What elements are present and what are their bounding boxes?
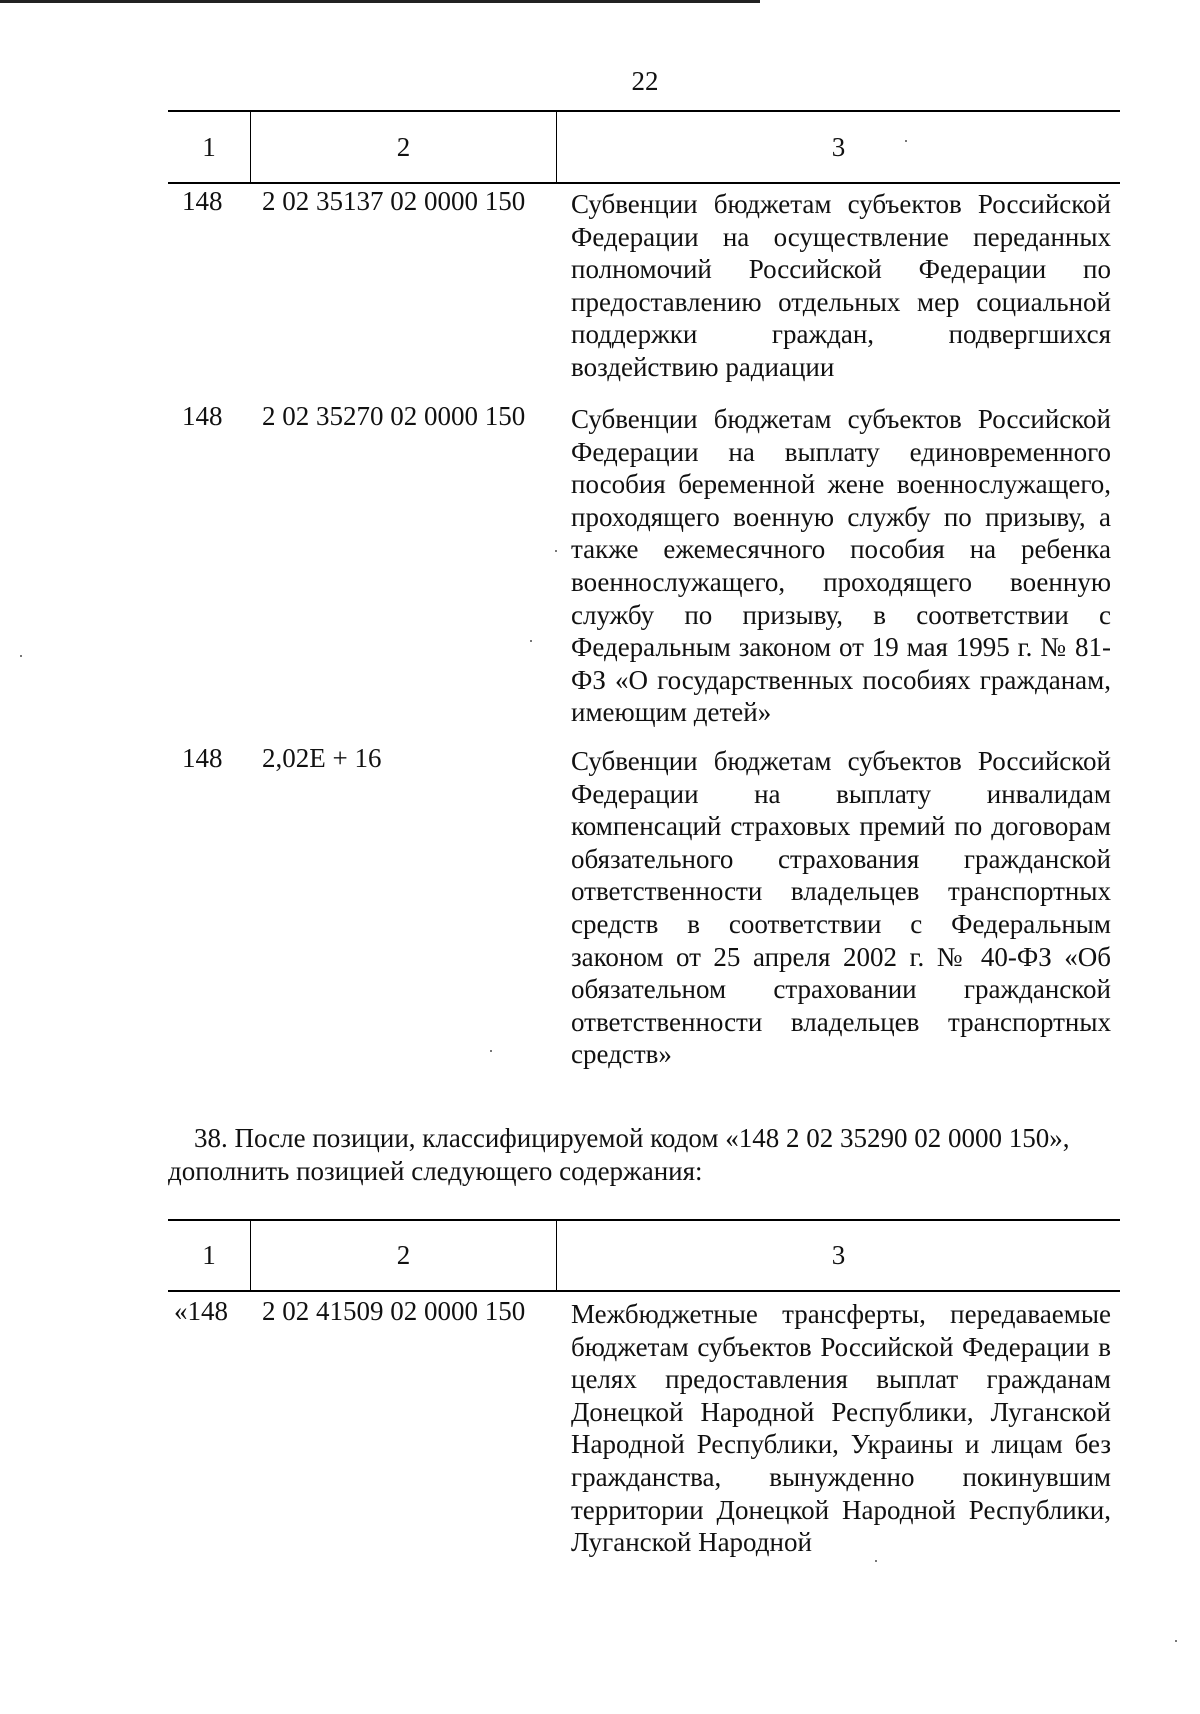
row-code-prefix: 148 [182, 186, 223, 216]
table-2-header-rule [168, 1290, 1120, 1292]
scan-speck [490, 1050, 492, 1052]
row-budget-code: 2 02 41509 02 0000 150 [262, 1296, 526, 1326]
scan-speck [530, 640, 532, 642]
row-description: Субвенции бюджетам субъектов Российской Федерации на выплату инвалидам компенсаций страховых премий по договорам обязательного страхования гражданской ответственности владельцев транспортных средств в соответствии с Федеральным законом от 25 апреля 2002 г. № 40-ФЗ «Об обязательном страховании гражданской ответственности владельцев транспортных средств» [571, 746, 1111, 1070]
row-code-prefix: 148 [182, 743, 223, 773]
table-2-top-rule [168, 1219, 1120, 1221]
table-1-header-col-2: 2 [396, 132, 411, 162]
row-code-prefix: 148 [182, 401, 223, 431]
amendment-paragraph: 38. После позиции, классифицируемой кодом «148 2 02 35290 02 0000 150», дополнить позицией следующего содержания: [168, 1123, 1070, 1186]
table-1-header-col-3: 3 [831, 132, 846, 162]
row-budget-code: 2 02 35270 02 0000 150 [262, 401, 526, 431]
table-1-header-rule [168, 182, 1120, 184]
table-2-header-col-1: 1 [202, 1240, 216, 1270]
table-2-header-col-3: 3 [831, 1240, 846, 1270]
row-description: Субвенции бюджетам субъектов Российской Федерации на выплату единовременного пособия беременной жене военнослужащего, проходящего военную службу по призыву, а также ежемесячного пособия на ребенка военнослужащего, проходящего военную службу по призыву, в соответствии с Федеральным законом от 19 мая 1995 г. № 81-ФЗ «О государственных пособиях гражданам, имеющим детей» [571, 404, 1111, 728]
row-code-prefix: «148 [174, 1296, 228, 1326]
row-budget-code: 2,02E + 16 [262, 743, 382, 773]
table-2-header-col-2: 2 [396, 1240, 411, 1270]
scan-speck [20, 655, 22, 657]
page-number: 22 [631, 66, 659, 96]
row-budget-code: 2 02 35137 02 0000 150 [262, 186, 526, 216]
row-description: Межбюджетные трансферты, передаваемые бюджетам субъектов Российской Федерации в целях предоставления выплат гражданам Донецкой Народной Республики, Луганской Народной Республики, Украины и лицам без гражданства, вынужденно покинувшим территории Донецкой Народной Республики, Луганской Народной [571, 1299, 1111, 1558]
table-1-top-rule [168, 110, 1120, 112]
table-1-header-col-1: 1 [202, 132, 216, 162]
scan-top-edge [0, 0, 760, 3]
row-description: Субвенции бюджетам субъектов Российской Федерации на осуществление переданных полномочий Российской Федерации по предоставлению отдельных мер социальной поддержки граждан, подвергшихся воздействию радиации [571, 189, 1111, 382]
scan-speck [1175, 1640, 1177, 1642]
scan-speck [555, 550, 557, 552]
scan-speck [875, 1560, 877, 1562]
scan-speck [905, 140, 907, 142]
